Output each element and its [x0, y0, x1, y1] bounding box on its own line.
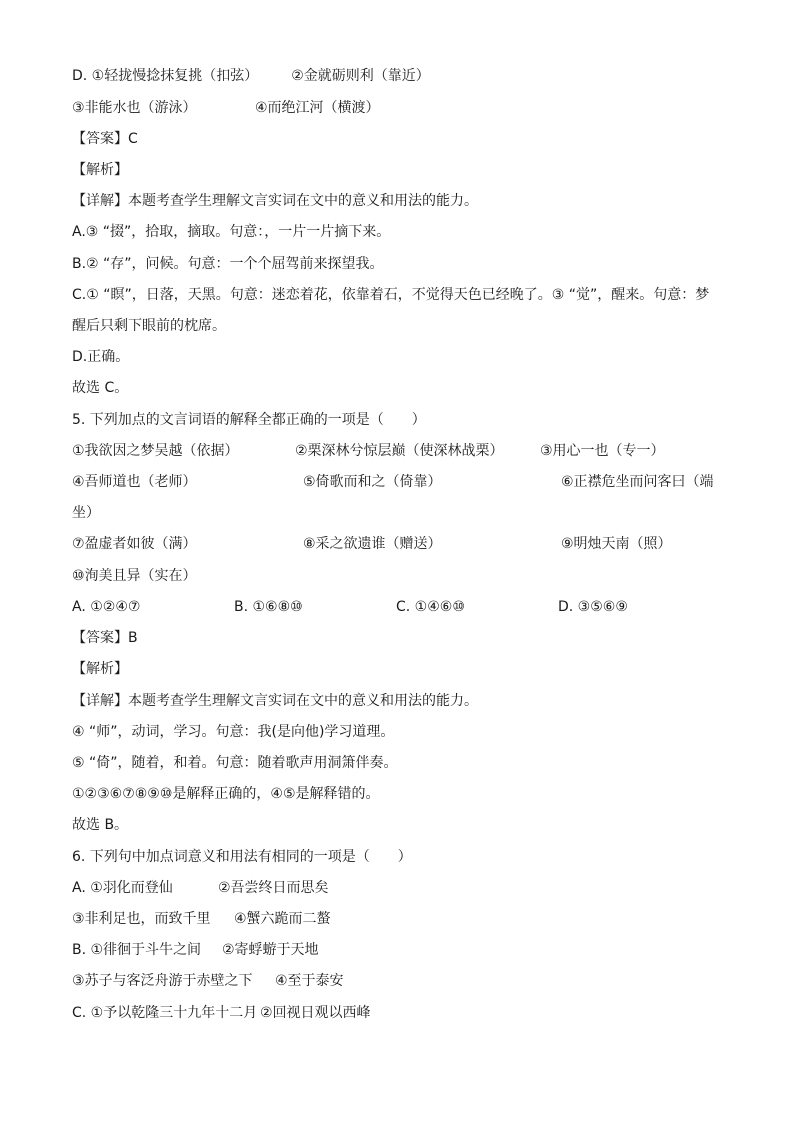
- q5-item-8: ⑧采之欲遗谁（赠送）: [303, 536, 442, 552]
- q6-option-a-4: ④蟹六跪而二螯: [234, 911, 331, 927]
- q6-option-a-3: ③非利足也，而致千里: [72, 911, 211, 927]
- q5-explanation-summary: ①②③⑥⑦⑧⑨⑩是解释正确的，④⑤是解释错的。: [72, 786, 380, 802]
- q4-option-d-line1: [72, 66, 430, 86]
- q5-option-d: D. ③⑤⑥⑨: [558, 599, 628, 615]
- q4-option-d-part2: ②金就砺则利（靠近）: [291, 68, 430, 84]
- q4-conclusion: 故选 C。: [72, 380, 129, 396]
- q5-option-c: C. ①④⑥⑩: [396, 599, 465, 615]
- q5-option-a: A. ①②④⑦: [72, 599, 141, 615]
- q4-answer: 【答案】C: [72, 131, 138, 147]
- q5-item-6-part1: ⑥正襟危坐而问客曰（端: [561, 474, 714, 490]
- q6-option-a-1: A. ①羽化而登仙: [72, 880, 173, 896]
- q4-analysis-label: 【解析】: [72, 162, 128, 178]
- q4-option-d-part3: ③非能水也（游泳）: [72, 100, 197, 116]
- q6-option-c-1: C. ①予以乾隆三十九年十二月: [72, 1005, 258, 1021]
- q5-item-2: ②栗深林兮惊层巅（使深林战栗）: [295, 443, 504, 459]
- q4-option-d-line2: [72, 98, 197, 118]
- q4-detail: 【详解】本题考查学生理解文言实词在文中的意义和用法的能力。: [72, 193, 478, 209]
- q6-option-a-2: ②吾尝终日而思矣: [218, 880, 329, 896]
- q5-item-1: ①我欲因之梦吴越（依据）: [72, 443, 239, 459]
- q4-explanation-c-line1: C.① “瞑”，日落，天黑。句意：迷恋着花，依靠着石，不觉得天色已经晚了。③ “觉”，醒来。句意：梦: [72, 287, 710, 303]
- q5-item-6-part2: 坐）: [72, 505, 100, 521]
- q6-option-b-4: ④至于泰安: [275, 973, 344, 989]
- q6-option-b-2: ②寄蜉蝣于天地: [222, 942, 319, 958]
- q5-stem: 5. 下列加点的文言词语的解释全都正确的一项是（ ）: [72, 412, 426, 428]
- q5-analysis-label: 【解析】: [72, 661, 128, 677]
- q4-option-d-part1: D. ①轻拢慢捻抹复挑（扣弦）: [72, 68, 259, 84]
- q4-explanation-d: D.正确。: [72, 349, 130, 365]
- q5-item-7: ⑦盈虚者如彼（满）: [72, 536, 197, 552]
- q5-item-10: ⑩洵美且异（实在）: [72, 568, 197, 584]
- q5-item-3: ③用心一也（专一）: [540, 443, 665, 459]
- q6-option-b-3: ③苏子与客泛舟游于赤壁之下: [72, 973, 253, 989]
- q6-stem: 6. 下列句中加点词意义和用法有相同的一项是（ ）: [72, 849, 412, 865]
- q6-option-b-1: B. ①徘徊于斗牛之间: [72, 942, 202, 958]
- q4-option-d-part4: ④而绝江河（横渡）: [255, 100, 380, 116]
- q5-detail: 【详解】本题考查学生理解文言实词在文中的意义和用法的能力。: [72, 693, 478, 709]
- q5-item-9: ⑨明烛天南（照）: [561, 536, 672, 552]
- q4-explanation-c-line2: 醒后只剩下眼前的枕席。: [72, 318, 226, 334]
- q6-option-c-2: ②回视日观以西峰: [260, 1005, 371, 1021]
- q5-option-b: B. ①⑥⑧⑩: [234, 599, 303, 615]
- q4-explanation-a: A.③ “掇”，拾取，摘取。句意：，一片一片摘下来。: [72, 224, 391, 240]
- q5-answer: 【答案】B: [72, 630, 138, 646]
- q5-explanation-4: ④ “师”，动词，学习。句意：我(是向他)学习道理。: [72, 724, 395, 740]
- q5-explanation-5: ⑤ “倚”，随着，和着。句意：随着歌声用洞箫伴奏。: [72, 755, 398, 771]
- q4-explanation-b: B.② “存”，问候。句意：一个个屈驾前来探望我。: [72, 256, 384, 272]
- q5-conclusion: 故选 B。: [72, 817, 129, 833]
- q5-item-5: ⑤倚歌而和之（倚靠）: [303, 474, 442, 490]
- q5-item-4: ④吾师道也（老师）: [72, 474, 197, 490]
